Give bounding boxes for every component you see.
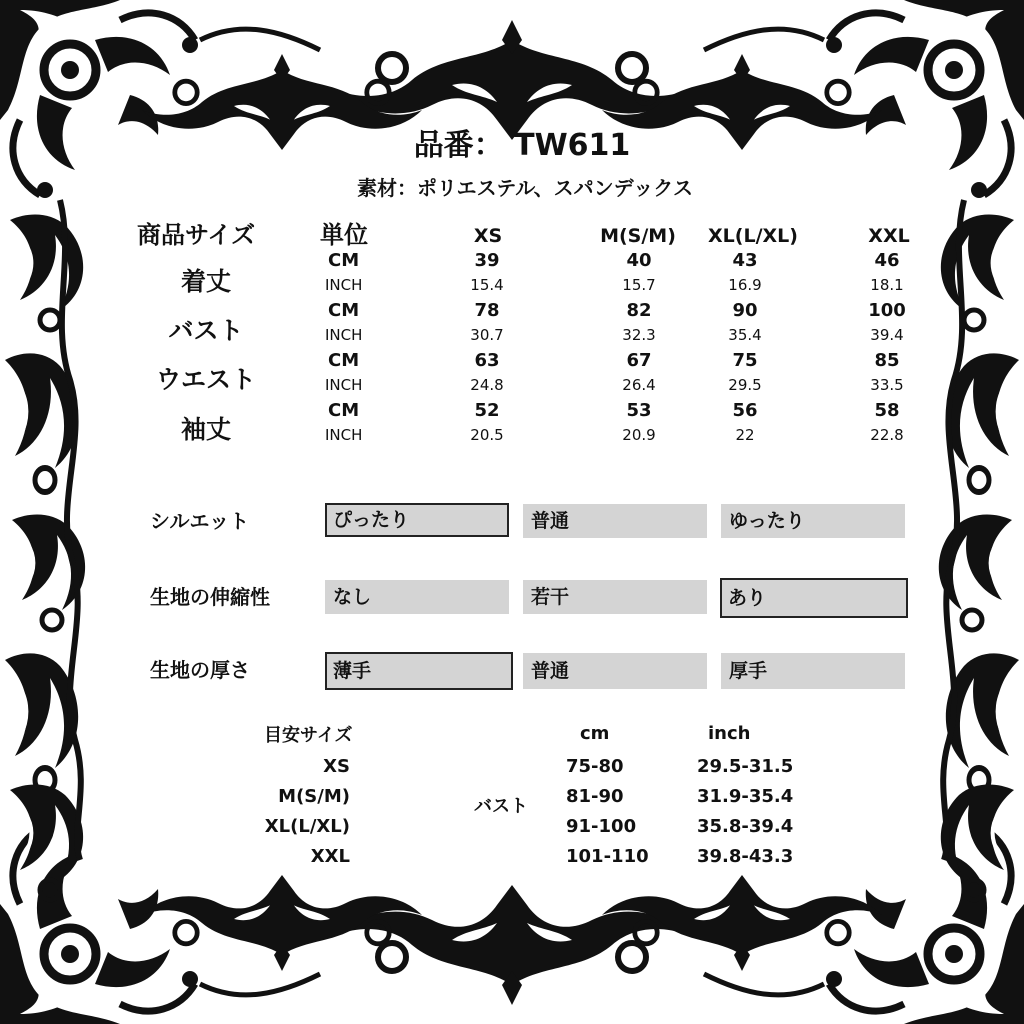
table-cell: 46 [874,250,900,271]
table-cell: 85 [874,350,900,371]
table-cell: 22.8 [870,426,904,444]
size-guide-inch-value: 39.8-43.3 [697,846,794,867]
size-col-xxl: XXL [868,225,910,247]
size-guide-size: M(S/M) [278,786,350,807]
row-label-waist: ウエスト [155,365,256,394]
size-guide-measure-label: バスト [474,796,528,817]
product-title: 品番： TW611 [413,128,631,163]
table-cell: 29.5 [728,376,762,394]
size-col-xs: XS [473,225,503,247]
size-guide-size: XL(L/XL) [264,816,350,837]
scale-option-thickness-normal: 普通 [523,653,707,689]
table-cell: 26.4 [622,376,656,394]
table-cell: 58 [874,400,900,421]
size-guide-cm-value: 81-90 [566,786,624,807]
table-cell: 82 [626,300,652,321]
table-cell: 63 [474,350,500,371]
size-guide-inch-value: 35.8-39.4 [697,816,794,837]
table-cell: 35.4 [728,326,762,344]
unit-header-label: 単位 [320,221,368,249]
unit-inch: INCH [325,376,363,394]
table-cell: 53 [626,400,652,421]
unit-cm: CM [328,400,360,421]
table-cell: 16.9 [728,276,762,294]
table-cell: 43 [732,250,758,271]
size-table-header-label: 商品サイズ [137,221,256,249]
size-col-xl: XL(L/XL) [708,225,798,247]
row-label-sleeve: 袖丈 [180,415,231,444]
scale-option-silhouette-normal: 普通 [523,504,707,538]
row-label-length: 着丈 [180,267,231,296]
table-cell: 18.1 [870,276,904,294]
size-guide-cm-value: 75-80 [566,756,624,777]
unit-inch: INCH [325,426,363,444]
table-cell: 33.5 [870,376,904,394]
table-cell: 75 [732,350,758,371]
scale-option-thickness-thick: 厚手 [721,653,905,689]
unit-cm: CM [328,300,360,321]
size-guide-inch-header: inch [708,723,751,744]
scale-option-silhouette-tight: ぴったり [325,503,509,537]
scale-option-silhouette-loose: ゆったり [721,504,905,538]
table-cell: 20.5 [470,426,504,444]
size-guide-cm-value: 101-110 [566,846,649,867]
table-cell: 78 [474,300,500,321]
size-guide-size: XS [323,756,350,777]
table-cell: 32.3 [622,326,656,344]
table-cell: 52 [474,400,500,421]
table-cell: 24.8 [470,376,504,394]
unit-cm: CM [328,350,360,371]
material-line: 素材：ポリエステル、スパンデックス [357,176,693,200]
size-guide-cm-value: 91-100 [566,816,637,837]
unit-cm: CM [328,250,360,271]
unit-inch: INCH [325,326,363,344]
table-cell: 90 [732,300,758,321]
size-guide-inch-value: 29.5-31.5 [697,756,794,777]
scale-label-thickness: 生地の厚さ [150,658,250,682]
table-cell: 20.9 [622,426,656,444]
table-cell: 39 [474,250,500,271]
scale-label-stretch: 生地の伸縮性 [150,585,270,609]
table-cell: 15.7 [622,276,656,294]
size-guide-title: 目安サイズ [264,725,353,746]
table-cell: 30.7 [470,326,504,344]
row-label-bust: バスト [168,316,244,345]
table-cell: 100 [868,300,906,321]
size-col-m: M(S/M) [600,225,676,247]
size-guide-size: XXL [310,846,350,867]
size-guide-cm-header: cm [580,723,610,744]
scale-label-silhouette: シルエット [150,509,250,533]
scale-option-thickness-thin: 薄手 [325,652,513,690]
table-cell: 22 [735,426,755,444]
table-cell: 56 [732,400,758,421]
scale-option-stretch-yes: あり [720,578,908,618]
table-cell: 67 [626,350,652,371]
scale-option-stretch-slight: 若干 [523,580,707,614]
scale-option-stretch-none: なし [325,580,509,614]
table-cell: 39.4 [870,326,904,344]
unit-inch: INCH [325,276,363,294]
table-cell: 15.4 [470,276,504,294]
size-guide-inch-value: 31.9-35.4 [697,786,794,807]
table-cell: 40 [626,250,652,271]
